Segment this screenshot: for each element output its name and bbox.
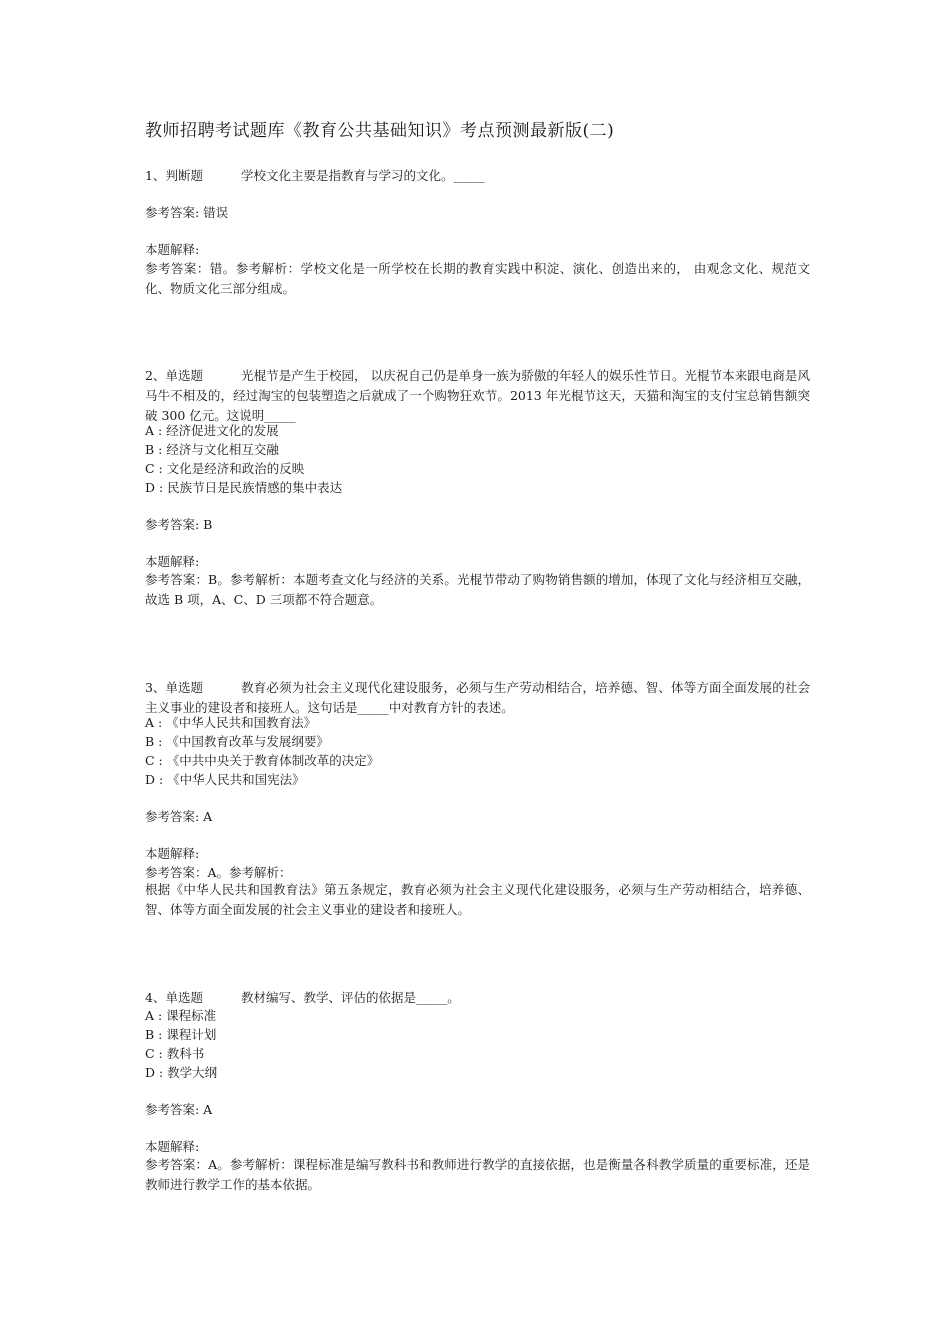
question-3-option-c: C : 《中共中央关于教育体制改革的决定》 bbox=[145, 753, 380, 768]
question-1-explanation: 参考答案：错。参考解析：学校文化是一所学校在长期的教育实践中积淀、演化、创造出来的， 由观念文化、规范文化、物质文化三部分组成。 bbox=[145, 261, 810, 296]
question-3-explanation-label: 本题解释: bbox=[145, 846, 200, 861]
question-3-option-a: A : 《中华人民共和国教育法》 bbox=[145, 715, 317, 730]
question-2-option-b: B : 经济与文化相互交融 bbox=[145, 442, 279, 457]
question-1-answer: 参考答案: 错误 bbox=[145, 205, 229, 220]
question-3-number: 3、单选题 bbox=[145, 680, 203, 695]
question-2-header bbox=[145, 366, 810, 426]
question-3-stem: 教育必须为社会主义现代化建设服务，必须与生产劳动相结合，培养德、智、体等方面全面发展的社会主义事业的建设者和接班人。这句话是_____中对教育方针的表述。 bbox=[145, 680, 810, 715]
question-3-explanation-first: 参考答案：A。参考解析： bbox=[145, 865, 292, 880]
question-4-option-d: D : 教学大纲 bbox=[145, 1065, 218, 1080]
question-2-number: 2、单选题 bbox=[145, 368, 203, 383]
document-title: 教师招聘考试题库《教育公共基础知识》考点预测最新版(二) bbox=[145, 121, 615, 141]
question-4-stem: 教材编写、教学、评估的依据是_____。 bbox=[241, 990, 460, 1005]
question-2-explanation: 参考答案：B。参考解析：本题考查文化与经济的关系。光棍节带动了购物销售额的增加，体现了文化与经济相互交融，故选 B 项，A、C、D 三项都不符合题意。 bbox=[145, 572, 810, 607]
question-3-header bbox=[145, 678, 810, 718]
question-4-answer: 参考答案: A bbox=[145, 1102, 213, 1117]
question-3-answer: 参考答案: A bbox=[145, 809, 213, 824]
question-3-option-d: D : 《中华人民共和国宪法》 bbox=[145, 772, 305, 787]
question-4-option-a: A : 课程标准 bbox=[145, 1008, 217, 1023]
question-1-explanation-label: 本题解释: bbox=[145, 242, 200, 257]
question-4-header bbox=[145, 989, 460, 1007]
question-2-stem: 光棍节是产生于校园， 以庆祝自己仍是单身一族为骄傲的年轻人的娱乐性节日。光棍节本来跟电商是风马牛不相及的，经过淘宝的包装塑造之后就成了一个购物狂欢节。2013 年光棍节这天，天猫和淘宝的支付宝总销售额突破 300 亿元。这说明_____ bbox=[145, 368, 810, 423]
question-1-number: 1、判断题 bbox=[145, 168, 203, 183]
question-2-option-a: A : 经济促进文化的发展 bbox=[145, 423, 279, 438]
question-2-option-c: C : 文化是经济和政治的反映 bbox=[145, 461, 305, 476]
question-1-header bbox=[145, 167, 485, 185]
question-3-explanation: 根据《中华人民共和国教育法》第五条规定，教育必须为社会主义现代化建设服务，必须与生产劳动相结合，培养德、智、体等方面全面发展的社会主义事业的建设者和接班人。 bbox=[145, 882, 810, 917]
question-2-option-d: D : 民族节日是民族情感的集中表达 bbox=[145, 480, 343, 495]
question-4-number: 4、单选题 bbox=[145, 990, 203, 1005]
question-4-option-c: C : 教科书 bbox=[145, 1046, 205, 1061]
question-4-explanation: 参考答案：A。参考解析：课程标准是编写教科书和教师进行教学的直接依据，也是衡量各科教学质量的重要标准，还是教师进行教学工作的基本依据。 bbox=[145, 1157, 810, 1192]
question-2-answer: 参考答案: B bbox=[145, 517, 213, 532]
question-2-explanation-label: 本题解释: bbox=[145, 554, 200, 569]
question-4-option-b: B : 课程计划 bbox=[145, 1027, 217, 1042]
question-1-stem: 学校文化主要是指教育与学习的文化。_____ bbox=[241, 168, 485, 183]
question-3-option-b: B : 《中国教育改革与发展纲要》 bbox=[145, 734, 329, 749]
question-4-explanation-label: 本题解释: bbox=[145, 1139, 200, 1154]
